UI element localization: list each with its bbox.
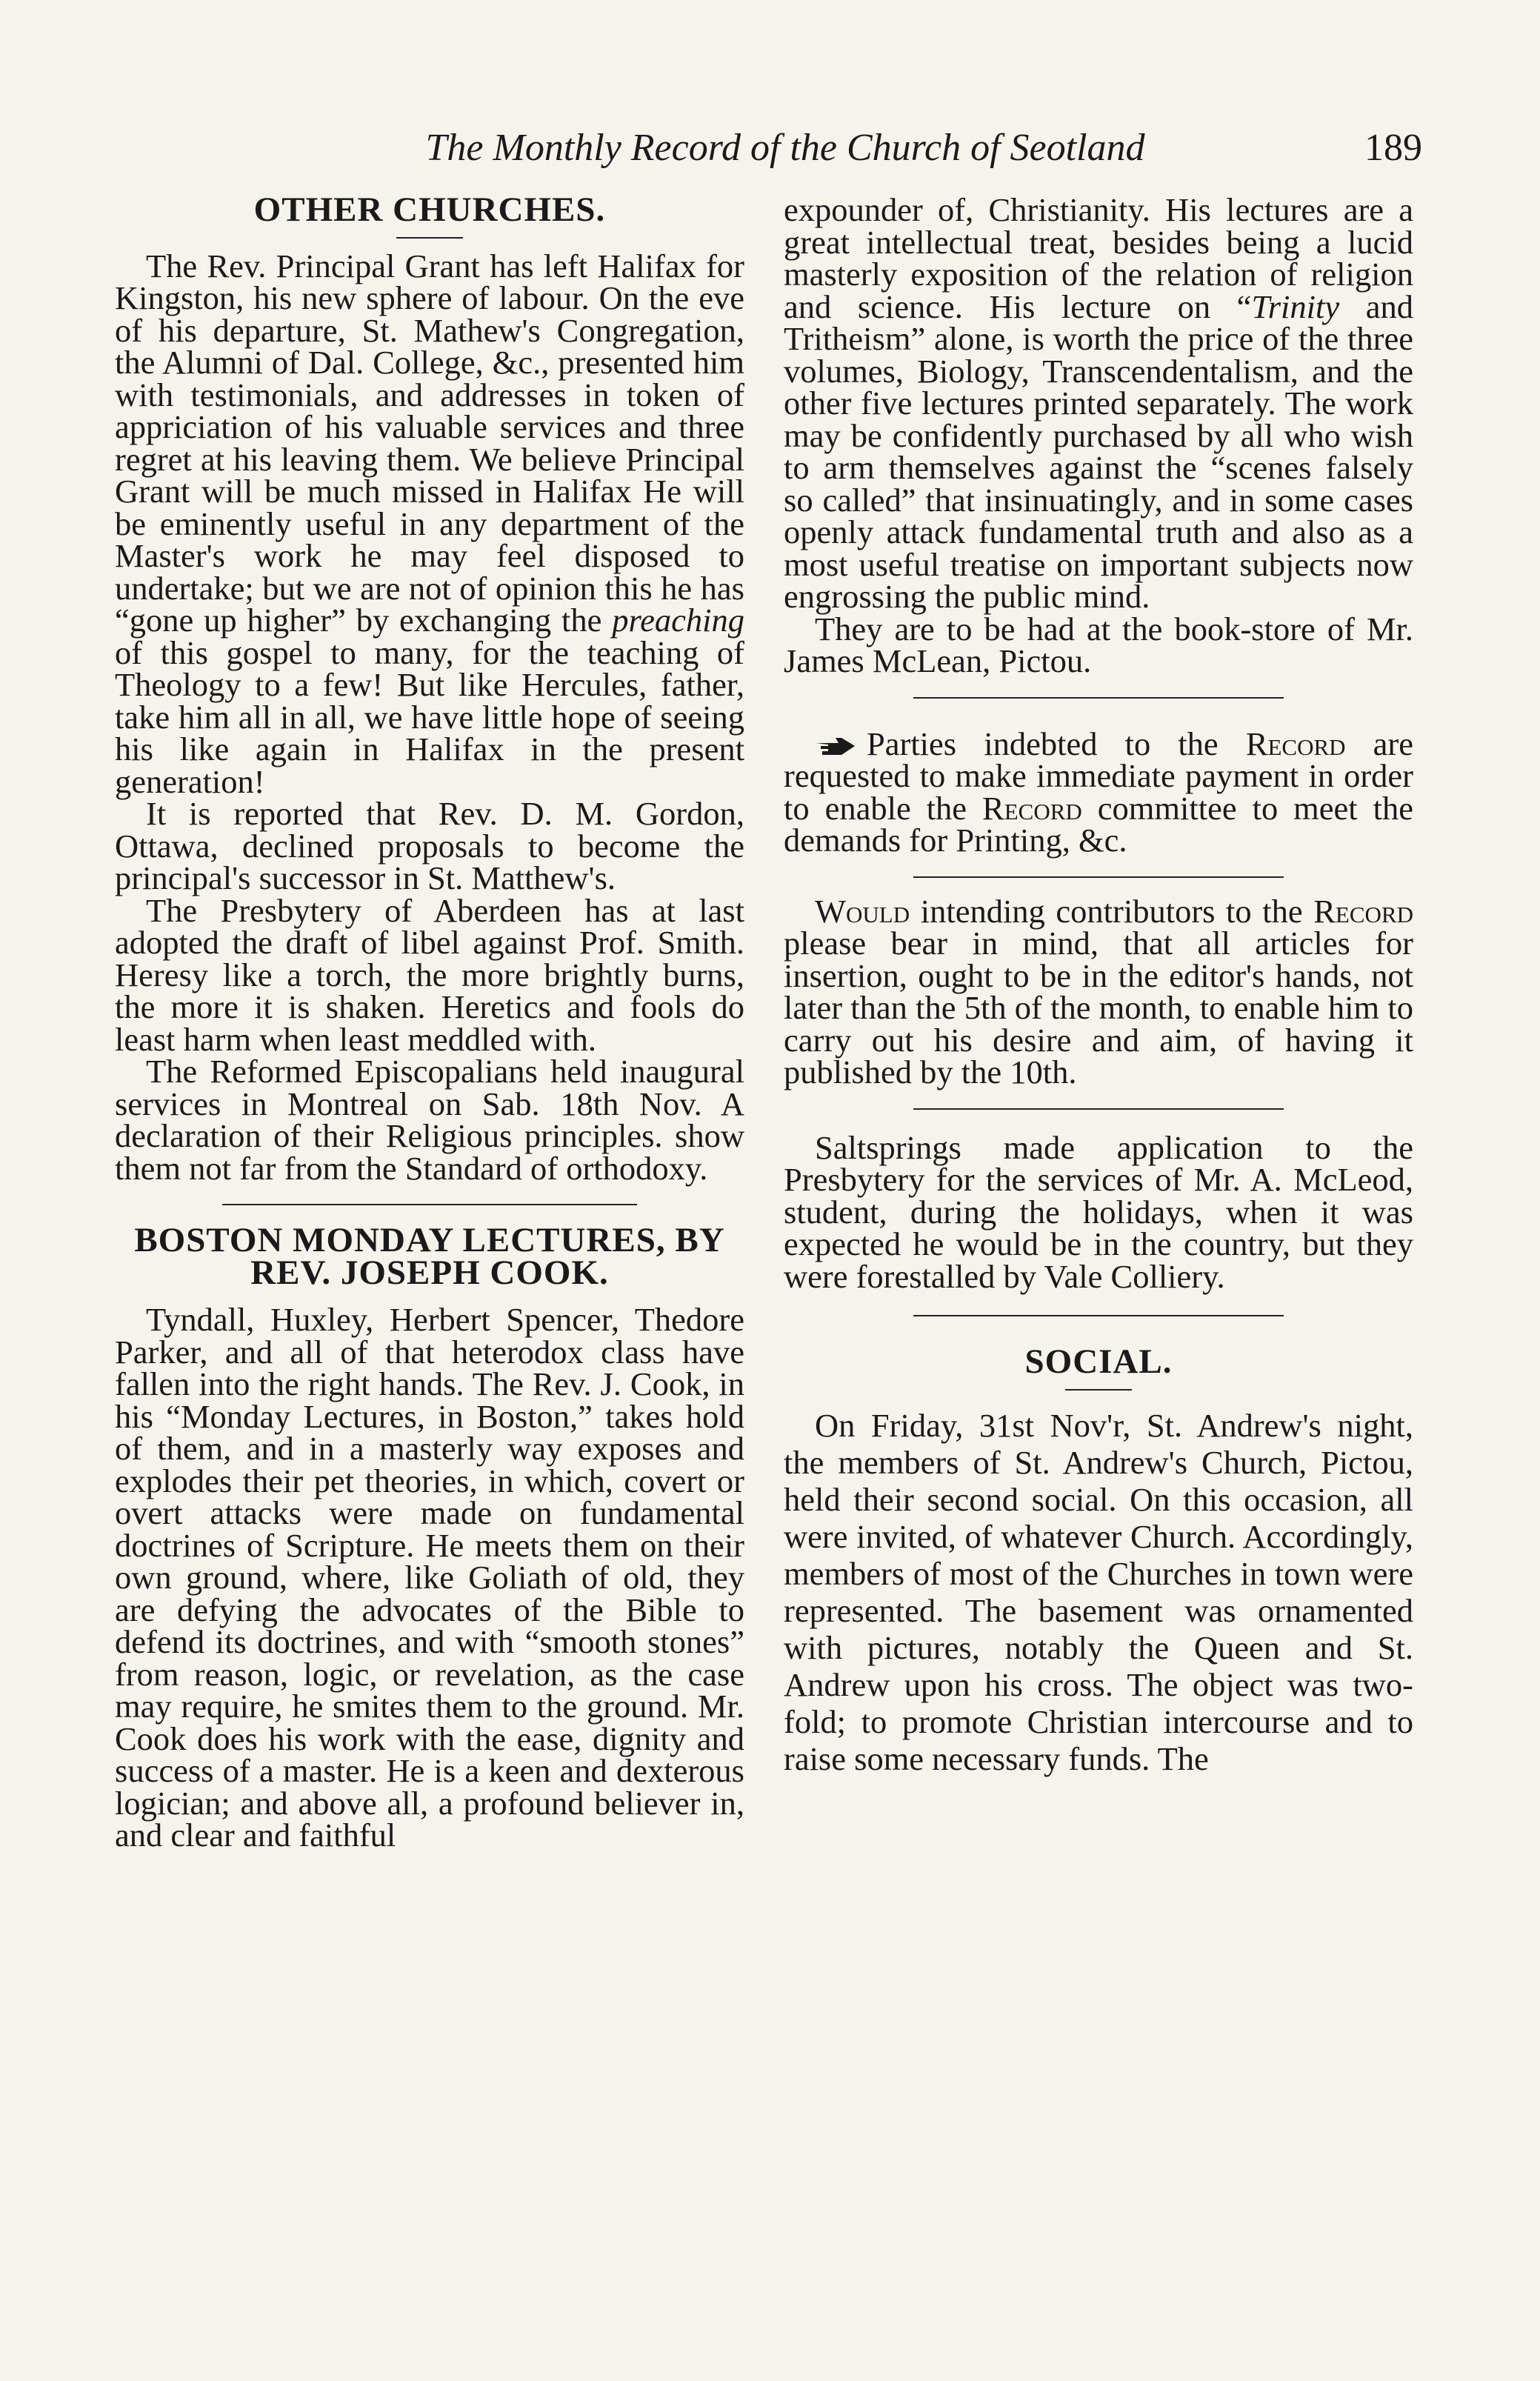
section-divider: [913, 697, 1284, 699]
paragraph-social: On Friday, 31st Nov'r, St. Andrew's night, the members of St. Andrew's Church, Pictou, held their second social. On this occasion, all were invited, of whatever Church. Accordingly, members of most of the Churches in town were represented. The basement was ornamented with pictures, notably the Queen and St. Andrew upon his cross. The object was two-fold; to promote Christian intercourse and to raise some necessary funds. The: [784, 1406, 1413, 1777]
text-span: expounder of, Christianity. His lectures are a great intellectual treat, besides being a lucid masterly exposition of the relation of religion and science. His lecture on “: [784, 191, 1413, 325]
section-divider: [913, 1315, 1284, 1316]
notice-contributors: [784, 892, 1413, 1090]
text-span: Parties indebted to the: [867, 725, 1246, 762]
other-churches-heading: OTHER CHURCHES.: [253, 190, 606, 229]
text-span: please bear in mind, that all articles for insertion, ought to be in the editor's hands, not later than the 5th of the month, to enable him to carry out his desire and aim, of having it published by the 10th.: [784, 925, 1413, 1090]
paragraph-cook-continued: [784, 191, 1413, 615]
italic-span: Trinity: [1251, 287, 1340, 325]
text-span: The Rev. Principal Grant has left Halifax for Kingston, his new sphere of labour. On the eve of his departure, St. Mathew's Congregation, the Alumni of Dal. College, &c., presented him with testimonials, and addresses in token of appriciation of his valuable services and three regret at his leaving them. We believe Principal Grant will be much missed in Halifax He will be eminently useful in any department of the Master's work he may feel disposed to undertake; but we are not of opinion this he has “gone up higher” by exchanging the: [115, 247, 744, 639]
page-header: [119, 126, 1422, 178]
page-number: 189: [1364, 127, 1422, 169]
text-span: intending contributors to the: [910, 892, 1314, 930]
italic-span: preaching: [612, 602, 744, 639]
right-column: [784, 191, 1414, 1777]
heading-rule: [1065, 1389, 1132, 1391]
boston-lectures-heading: BOSTON MONDAY LECTURES, BY REV. JOSEPH COOK.: [134, 1221, 725, 1292]
pointing-hand-icon: [815, 736, 856, 758]
text-span: are requested to make immediate payment in order to enable the: [784, 725, 1414, 827]
paragraph-cook-lectures: Tyndall, Huxley, Herbert Spencer, Thedore Parker, and all of that heterodox class have fallen into the right hands. The Rev. J. Cook, in his “Monday Lectures, in Boston,” takes hold of them, and in a masterly way exposes and explodes their pet theories, in which, covert or overt attacks were made on fundamental doctrines of Scripture. He meets them on their own ground, where, like Goliath of old, they are defying the advocates of the Bible to defend its doctrines, and with “smooth stones” from reason, logic, or revelation, as the case may require, he smites them to the ground. Mr. Cook does his work with the ease, dignity and success of a master. He is a keen and dexterous logician; and above all, a profound believer in, and clear and faithful: [115, 1301, 744, 1854]
text-span: of this gospel to many, for the teaching of Theology to a few! But like Hercules, father, take him all in all, we have little hope of seeing his like again in Halifax in the present generation!: [115, 633, 744, 800]
section-divider: [913, 876, 1284, 878]
record-word: Record: [1245, 725, 1346, 762]
text-span: and Tritheism” alone, is worth the price of the three volumes, Biology, Transcendentalism, and the other five lectures printed separately. The work may be confidently purchased by all who wish to arm themselves against the “scenes falsely so called” that insinuatingly, and in some cases openly attack fundamental truth and also as a most useful treatise on important subjects now engrossing the public mind.: [784, 287, 1413, 615]
left-column: [115, 190, 744, 1854]
heading-rule: [396, 237, 463, 239]
paragraph-aberdeen: The Presbytery of Aberdeen has at last adopted the draft of libel against Prof. Smith. Heresy like a torch, the more brightly burns, the more it is shaken. Heretics and fools do least harm when least meddled with.: [115, 891, 744, 1058]
would-word: Would: [815, 892, 910, 930]
paragraph-gordon: It is reported that Rev. D. M. Gordon, Ottawa, declined proposals to become the principal's successor in St. Matthew's.: [115, 795, 744, 896]
text-span: committee to meet the demands for Printing, &c.: [784, 789, 1413, 859]
paragraph-principal-grant: [115, 247, 744, 800]
paragraph-saltsprings: Saltsprings made application to the Presbytery for the services of Mr. A. McLeod, student, during the holidays, when it was expected he would be in the country, but they were forestalled by Vale Colliery.: [784, 1128, 1413, 1295]
record-word: Record: [982, 789, 1082, 827]
paragraph-bookstore: They are to be had at the book-store of Mr. James McLean, Pictou.: [784, 610, 1413, 679]
running-title: The Monthly Record of the Church of Seotland: [425, 127, 1145, 169]
social-heading: SOCIAL.: [1024, 1342, 1173, 1381]
section-divider: [222, 1204, 637, 1205]
section-divider: [913, 1108, 1284, 1110]
record-word: Record: [1313, 892, 1413, 930]
paragraph-episcopalians: The Reformed Episcopalians held inaugural services in Montreal on Sab. 18th Nov. A declaration of their Religious principles. show them not far from the Standard of orthodoxy.: [115, 1053, 744, 1187]
notice-parties-indebted: [784, 725, 1414, 859]
